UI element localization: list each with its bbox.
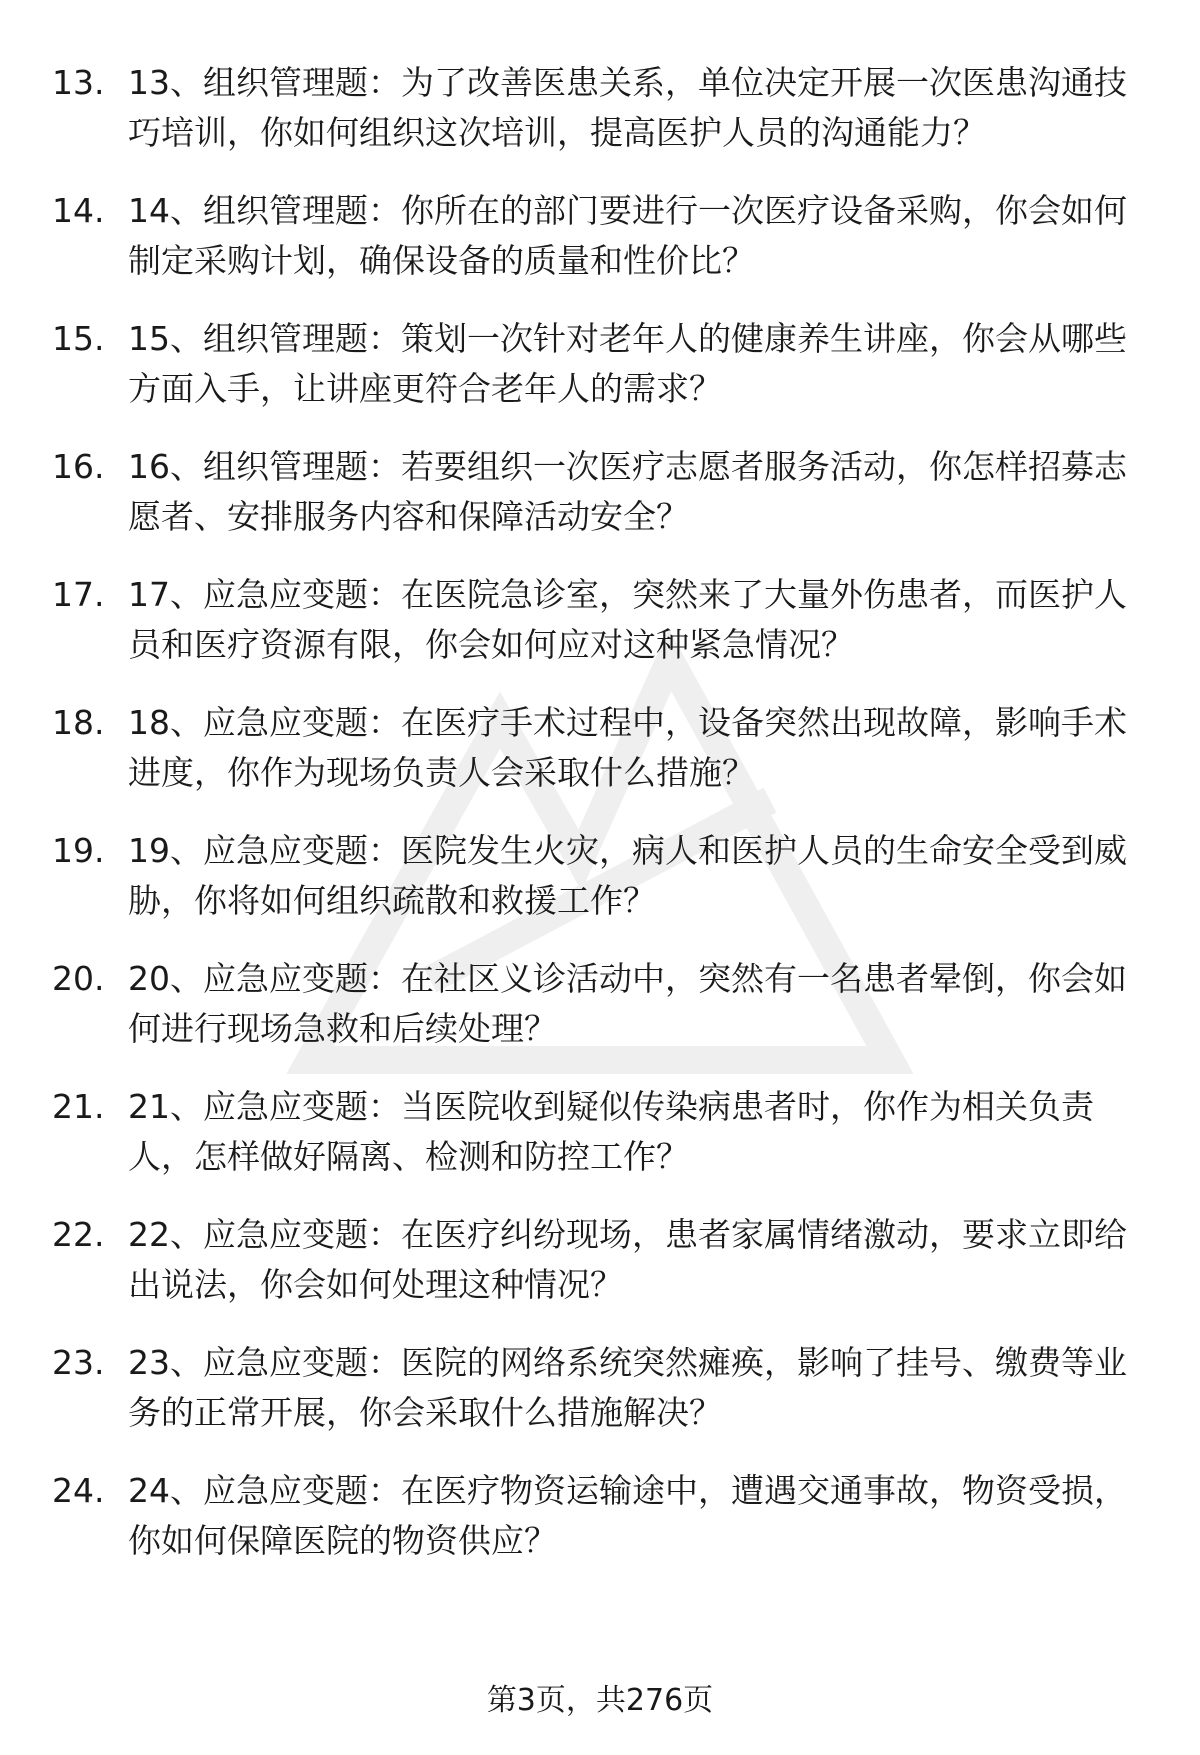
question-text: 15、组织管理题：策划一次针对老年人的健康养生讲座，你会从哪些方面入手，让讲座更符合老年人的需求？ [128, 319, 1127, 408]
question-number: 24. [52, 1471, 105, 1510]
list-item [0, 314, 1200, 442]
question-text: 16、组织管理题：若要组织一次医疗志愿者服务活动，你怎样招募志愿者、安排服务内容和保障活动安全？ [128, 447, 1127, 536]
question-text: 14、组织管理题：你所在的部门要进行一次医疗设备采购，你会如何制定采购计划，确保设备的质量和性价比？ [128, 191, 1127, 280]
question-number: 18. [52, 703, 105, 742]
question-text: 23、应急应变题：医院的网络系统突然瘫痪，影响了挂号、缴费等业务的正常开展，你会采取什么措施解决？ [128, 1343, 1127, 1432]
question-number: 22. [52, 1215, 105, 1254]
question-number: 21. [52, 1087, 105, 1126]
list-item [0, 1338, 1200, 1466]
question-number: 14. [52, 191, 105, 230]
list-item [0, 1466, 1200, 1594]
question-number: 19. [52, 831, 105, 870]
list-item [0, 570, 1200, 698]
list-item [0, 1210, 1200, 1338]
list-item [0, 442, 1200, 570]
question-number: 13. [52, 63, 105, 102]
question-number: 16. [52, 447, 105, 486]
question-number: 23. [52, 1343, 105, 1382]
list-item [0, 698, 1200, 826]
question-text: 22、应急应变题：在医疗纠纷现场，患者家属情绪激动，要求立即给出说法，你会如何处理这种情况？ [128, 1215, 1127, 1304]
list-item [0, 1082, 1200, 1210]
question-number: 15. [52, 319, 105, 358]
list-item [0, 954, 1200, 1082]
page-number-footer: 第3页，共276页 [486, 1683, 714, 1718]
question-text: 13、组织管理题：为了改善医患关系，单位决定开展一次医患沟通技巧培训，你如何组织这次培训，提高医护人员的沟通能力？ [128, 63, 1127, 152]
list-item [0, 186, 1200, 314]
list-item [0, 58, 1200, 186]
question-text: 17、应急应变题：在医院急诊室，突然来了大量外伤患者，而医护人员和医疗资源有限，你会如何应对这种紧急情况？ [128, 575, 1127, 664]
question-text: 24、应急应变题：在医疗物资运输途中，遭遇交通事故，物资受损，你如何保障医院的物资供应？ [128, 1471, 1127, 1560]
question-text: 21、应急应变题：当医院收到疑似传染病患者时，你作为相关负责人，怎样做好隔离、检测和防控工作？ [128, 1087, 1094, 1176]
question-text: 19、应急应变题：医院发生火灾，病人和医护人员的生命安全受到威胁，你将如何组织疏散和救援工作？ [128, 831, 1127, 920]
question-text: 18、应急应变题：在医疗手术过程中，设备突然出现故障，影响手术进度，你作为现场负责人会采取什么措施？ [128, 703, 1127, 792]
question-list [0, 58, 1200, 1594]
list-item [0, 826, 1200, 954]
question-text: 20、应急应变题：在社区义诊活动中，突然有一名患者晕倒，你会如何进行现场急救和后续处理？ [128, 959, 1127, 1048]
question-number: 17. [52, 575, 105, 614]
question-number: 20. [52, 959, 105, 998]
